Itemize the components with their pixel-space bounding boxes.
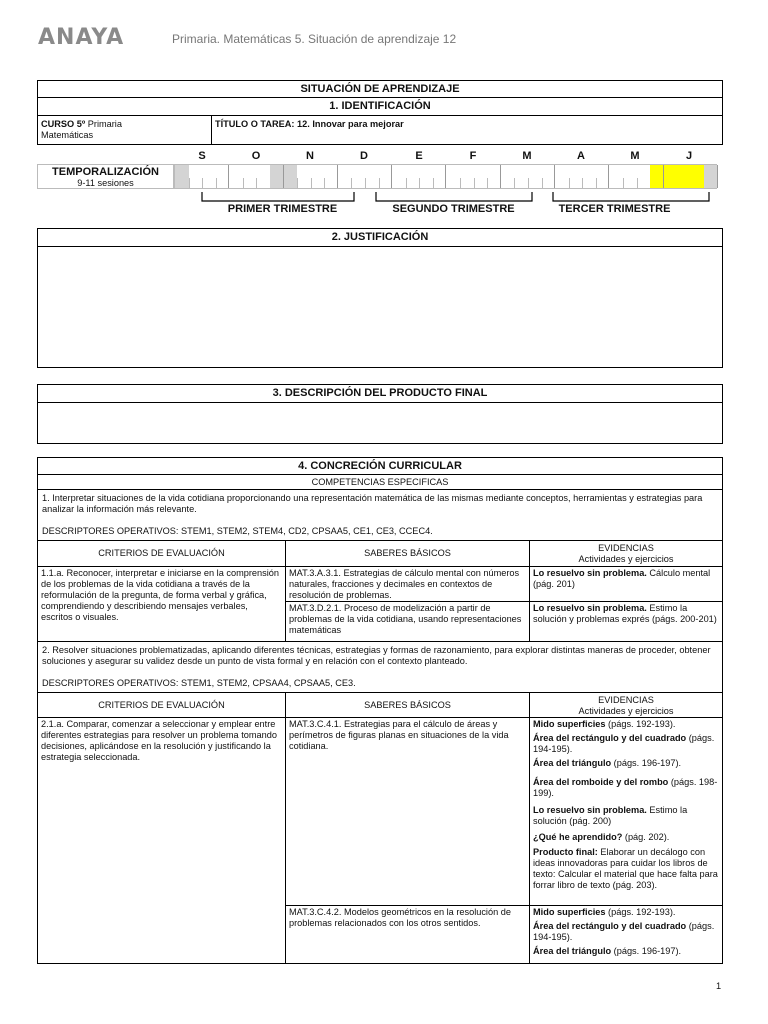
section2-title: 2. JUSTIFICACIÓN	[37, 228, 723, 247]
month-label: A	[577, 150, 585, 162]
timeline-cell	[582, 165, 596, 188]
c2-evidencias-2	[529, 905, 723, 964]
c1-saber-1: MAT.3.A.3.1. Estrategias de cálculo mental con números naturales, fracciones y decimales en contextos de resolución de problemas.	[285, 566, 530, 602]
trimestre-2: SEGUNDO TRIMESTRE	[392, 203, 515, 215]
trimestre-1: PRIMER TRIMESTRE	[227, 203, 338, 215]
timeline-bar	[174, 164, 717, 189]
timeline-cell	[243, 165, 257, 188]
timeline-cell	[542, 165, 556, 188]
competencia-1-descriptores: DESCRIPTORES OPERATIVOS: STEM1, STEM2, STEM4, CD2, CPSAA5, CE1, CE3, CCEC4.	[42, 526, 433, 536]
timeline-cell	[677, 165, 691, 188]
titulo-cell: TÍTULO O TAREA: 12. Innovar para mejorar	[211, 115, 723, 145]
competencia-1-text: 1. Interpretar situaciones de la vida cotidiana proporcionando una representación matemática de las mismas mediante conceptos, herramientas y estrategias para analizar la información más relevante.	[42, 493, 703, 514]
timeline-cell	[406, 165, 420, 188]
c2-criterio: 2.1.a. Comparar, comenzar a seleccionar y emplear entre diferentes estrategias para resolver un problema tomando decisiones, aplicándose en la resolución y justificando la estrategia seleccionada.	[37, 717, 286, 964]
timeline-cell	[447, 165, 461, 188]
month-label: M	[630, 150, 640, 162]
timeline-cell	[487, 165, 501, 188]
c1-evidencia-2	[529, 601, 723, 642]
timeline-cell	[528, 165, 542, 188]
c1-evidencia-1	[529, 566, 723, 602]
timeline-cell	[501, 165, 515, 188]
c2-ev1-item: Área del triángulo (págs. 196-197).	[533, 758, 682, 768]
col-evidencias-2-label: EVIDENCIAS	[598, 695, 654, 705]
competencia-2-text: 2. Resolver situaciones problematizadas, aplicando diferentes técnicas, estrategias y formas de razonamiento, para explorar distintas maneras de proceder, obtener soluciones y asegurar su validez desde un punto de vista formal y en relación con el contexto planteado.	[42, 645, 711, 666]
month-label: N	[306, 150, 314, 162]
col-criterios-2: CRITERIOS DE EVALUACIÓN	[37, 692, 286, 718]
temporalizacion-label: TEMPORALIZACIÓN	[52, 166, 159, 178]
sa-title: SITUACIÓN DE APRENDIZAJE	[37, 80, 723, 98]
timeline-cell	[474, 165, 488, 188]
c1-ev1-bold: Lo resuelvo sin problema.	[533, 568, 647, 578]
section4-title: 4. CONCRECIÓN CURRICULAR	[37, 457, 723, 475]
c1-criterio: 1.1.a. Reconocer, interpretar e iniciarse en la comprensión de los problemas de la vida cotidiana a través de la reformulación de la pregunta, de forma verbal y gráfica, comprendiendo y describiendo mensajes verbales, escritos o visuales.	[37, 566, 286, 642]
timeline-cell	[270, 165, 284, 188]
timeline-cell	[311, 165, 325, 188]
competencia-1	[37, 489, 723, 541]
timeline-cell	[704, 165, 718, 188]
c2-ev1-item: Producto final: Elaborar un decálogo con ideas innovadoras para cuidar los libros de texto: Calcular el material que hace falta para forrar libro de texto (pág. 203).	[533, 847, 718, 890]
month-label: F	[469, 150, 477, 162]
timeline-cell	[297, 165, 311, 188]
col-saberes: SABERES BÁSICOS	[285, 540, 530, 567]
c2-ev2-item: Área del triángulo (págs. 196-197).	[533, 946, 682, 956]
timeline-cell	[365, 165, 379, 188]
timeline-cell	[623, 165, 637, 188]
timeline-cell	[460, 165, 474, 188]
sessions-label: 9-11 sesiones	[77, 178, 134, 188]
justificacion-body	[37, 246, 723, 368]
timeline-cell	[379, 165, 393, 188]
timeline-cell	[284, 165, 298, 188]
competencias-header: COMPETENCIAS ESPECIFICAS	[37, 474, 723, 490]
curso-text: Primaria	[85, 119, 122, 129]
timeline-cell	[338, 165, 352, 188]
curso-sub: Matemáticas	[41, 130, 94, 140]
c1-ev2-text: Estimo la solución y problemas exprés (págs. 200-201)	[533, 603, 717, 624]
col-evidencias	[529, 540, 723, 567]
timeline-cell	[175, 165, 189, 188]
col-saberes-2: SABERES BÁSICOS	[285, 692, 530, 718]
producto-final-body	[37, 402, 723, 444]
month-label: D	[360, 150, 368, 162]
timeline-cell	[324, 165, 338, 188]
c1-ev2-bold: Lo resuelvo sin problema.	[533, 603, 647, 613]
c2-evidencias-1	[529, 717, 723, 906]
competencia-2	[37, 641, 723, 693]
timeline-cell	[691, 165, 705, 188]
month-label: M	[522, 150, 532, 162]
timeline-cell	[569, 165, 583, 188]
col-evidencias-label: EVIDENCIAS	[598, 543, 654, 553]
timeline-cell	[419, 165, 433, 188]
c2-saber-2: MAT.3.C.4.2. Modelos geométricos en la resolución de problemas relacionados con los otros sentidos.	[285, 905, 530, 964]
competencia-2-descriptores: DESCRIPTORES OPERATIVOS: STEM1, STEM2, CPSAA4, CPSAA5, CE3.	[42, 678, 356, 688]
timeline-cell	[229, 165, 243, 188]
header-subtitle: Primaria. Matemáticas 5. Situación de aprendizaje 12	[172, 32, 457, 46]
col-evidencias-sub: Actividades y ejercicios	[578, 554, 674, 564]
timeline-cell	[650, 165, 664, 188]
timeline-cell	[637, 165, 651, 188]
curso-label: CURSO 5º	[41, 119, 86, 129]
col-criterios: CRITERIOS DE EVALUACIÓN	[37, 540, 286, 567]
c2-ev1-item: Lo resuelvo sin problema. Estimo la solución (pág. 200)	[533, 805, 688, 826]
timeline-cell	[216, 165, 230, 188]
col-evidencias-2	[529, 692, 723, 718]
c2-ev2-item: Mido superficies (págs. 192-193).	[533, 907, 676, 917]
timeline-cell	[664, 165, 678, 188]
col-evidencias-2-sub: Actividades y ejercicios	[578, 706, 674, 716]
timeline-cell	[514, 165, 528, 188]
month-label: S	[198, 150, 206, 162]
timeline-cell	[392, 165, 406, 188]
c2-ev1-item: Área del romboide y del rombo (págs. 198-199).	[533, 777, 718, 798]
timeline-cell	[189, 165, 203, 188]
c2-ev2-item: Área del rectángulo y del cuadrado (págs. 194-195).	[533, 921, 715, 942]
timeline-cell	[351, 165, 365, 188]
month-label: E	[415, 150, 423, 162]
c1-saber-2: MAT.3.D.2.1. Proceso de modelización a partir de problemas de la vida cotidiana, usando representaciones matemáticas	[285, 601, 530, 642]
section1-title: 1. IDENTIFICACIÓN	[37, 97, 723, 116]
anaya-logo: ANAYA	[38, 25, 125, 50]
timeline-cell	[596, 165, 610, 188]
timeline-cell	[555, 165, 569, 188]
month-label: J	[685, 150, 693, 162]
timeline-cell	[433, 165, 447, 188]
section3-title: 3. DESCRIPCIÓN DEL PRODUCTO FINAL	[37, 384, 723, 403]
trimestre-3: TERCER TRIMESTRE	[558, 203, 671, 215]
timeline-cell	[609, 165, 623, 188]
c1-ev1-text: Cálculo mental (pág. 201)	[533, 568, 711, 589]
temporalizacion-box	[37, 164, 174, 189]
page-number: 1	[716, 981, 722, 991]
timeline-cell	[202, 165, 216, 188]
curso-cell	[37, 115, 212, 145]
c2-ev1-item: Área del rectángulo y del cuadrado (págs. 194-195).	[533, 733, 715, 754]
c2-ev1-item: ¿Qué he aprendido? (pág. 202).	[533, 832, 670, 842]
c2-saber-1: MAT.3.C.4.1. Estrategias para el cálculo de áreas y perímetros de figuras planas en situaciones de la vida cotidiana.	[285, 717, 530, 906]
timeline-cell	[256, 165, 270, 188]
month-label: O	[251, 150, 261, 162]
c2-ev1-item: Mido superficies (págs. 192-193).	[533, 719, 676, 729]
